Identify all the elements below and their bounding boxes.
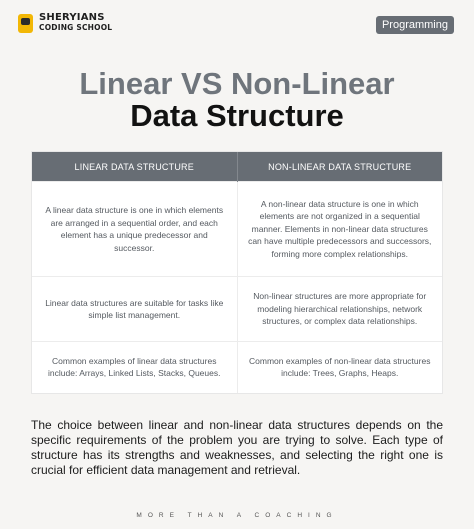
- brand-name: [39, 13, 112, 33]
- table-row: [32, 182, 442, 277]
- category-tag: Programming: [376, 16, 454, 34]
- table-cell-linear: A linear data structure is one in which elements are arranged in a sequential order, and each element has a unique predecessor and successor.: [32, 182, 237, 277]
- table-header-row: [32, 152, 442, 182]
- header-non-linear: NON-LINEAR DATA STRUCTURE: [237, 152, 442, 182]
- table-row: [32, 342, 442, 393]
- sheryians-logo-icon: [18, 14, 33, 33]
- footer-tagline: MORE THAN A COACHING: [136, 512, 338, 519]
- table-row: [32, 277, 442, 342]
- table-cell-linear: Common examples of linear data structures include: Arrays, Linked Lists, Stacks, Queues.: [32, 342, 237, 393]
- table-cell-non-linear: Common examples of non-linear data structures include: Trees, Graphs, Heaps.: [237, 342, 442, 393]
- summary-paragraph: The choice between linear and non-linear data structures depends on the specific requirements of the problem you are trying to solve. Each type of structure has its strengths and weaknesses, and selecting the right one is crucial for efficient data management and retrieval.: [31, 418, 443, 477]
- table-cell-non-linear: A non-linear data structure is one in which elements are not organized in a sequential manner. Elements in non-linear data structures can have multiple predecessors and successors, forming more complex relationships.: [237, 182, 442, 277]
- brand-name-line1: SHERYIANS: [39, 12, 105, 23]
- brand-name-line2: CODING SCHOOL: [39, 23, 113, 32]
- brand-logo: [18, 13, 112, 33]
- title-line1: Linear VS Non-Linear: [79, 66, 395, 101]
- title-line2: Data Structure: [130, 98, 344, 133]
- header-linear: LINEAR DATA STRUCTURE: [32, 152, 237, 182]
- table-cell-non-linear: Non-linear structures are more appropriate for modeling hierarchical relationships, network structures, or complex data relationships.: [237, 277, 442, 342]
- table-cell-linear: Linear data structures are suitable for tasks like simple list management.: [32, 277, 237, 342]
- comparison-table: [32, 152, 442, 393]
